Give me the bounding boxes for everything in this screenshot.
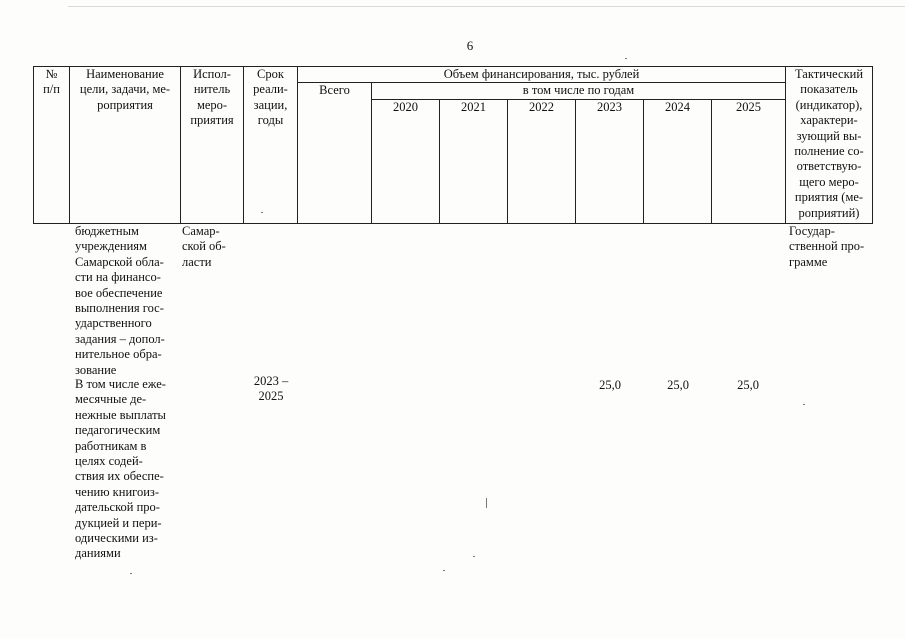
- scan-edge-line: [68, 6, 905, 7]
- row2-value-2025: 25,0: [737, 378, 759, 392]
- header-cell-year: 2024: [644, 99, 712, 223]
- header-cell-number: № п/п: [34, 67, 70, 224]
- scan-speck: [130, 573, 132, 574]
- header-cell-name: Наименование цели, задачи, ме- роприятия: [70, 67, 181, 224]
- header-cell-executor: Испол- нитель меро- приятия: [181, 67, 244, 224]
- scan-speck: [625, 58, 627, 59]
- header-cell-term: Срок реали- зации, годы: [244, 67, 298, 224]
- header-cell-year: 2023: [576, 99, 644, 223]
- scan-speck: [261, 212, 263, 213]
- header-cell-indicator: Тактический показатель (индикатор), характери- зующий вы- полнение со- ответствую- щего меро- приятия (ме- роприятий): [786, 67, 873, 224]
- scan-speck: [443, 570, 445, 571]
- page-number: 6: [466, 38, 474, 53]
- header-cell-year: 2021: [440, 99, 508, 223]
- row2-value-2024: 25,0: [667, 378, 689, 392]
- header-cell-total: Всего: [298, 83, 372, 223]
- row2-name: В том числе еже- месячные де- нежные выплаты педагогическим работникам в целях содей- ствия их обеспе- чению книгоиз- дательской про- дукцией и пери- одическими из- даниями: [75, 377, 166, 561]
- row1-indicator-continuation: Государ- ственной про- грамме: [789, 224, 865, 269]
- row1-name-continuation: бюджетным учреждениям Самарской обла- сти на финансо- вое обеспечение выполнения гос- ударственного задания – допол- нительное обра- зование: [75, 224, 165, 377]
- scan-speck: [486, 498, 487, 508]
- scan-speck: [803, 404, 805, 405]
- row2-value-2023: 25,0: [599, 378, 621, 392]
- header-cell-by-years: в том числе по годам: [372, 83, 786, 99]
- header-cell-year: 2025: [712, 99, 786, 223]
- header-cell-year: 2020: [372, 99, 440, 223]
- header-cell-year: 2022: [508, 99, 576, 223]
- scan-speck: [473, 556, 475, 557]
- row2-term: 2023 – 2025: [253, 374, 289, 404]
- row1-executor-continuation: Самар- ской об- ласти: [182, 224, 226, 269]
- table-header: [33, 66, 873, 224]
- header-cell-funding: Объем финансирования, тыс. рублей: [298, 67, 786, 83]
